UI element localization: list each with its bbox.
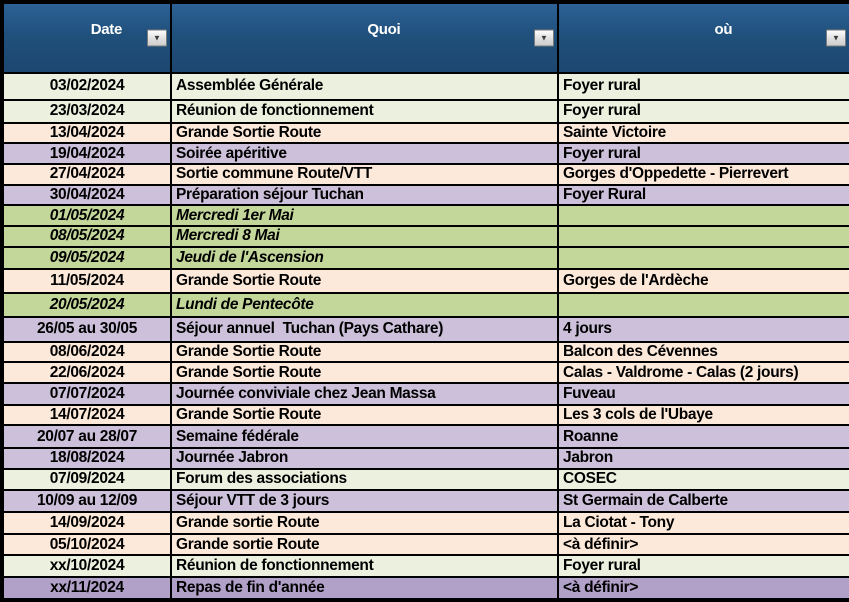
ou-cell[interactable]: St Germain de Calberte [558,490,849,512]
table-row [2,342,849,363]
quoi-cell[interactable]: Grande Sortie Route [171,123,558,144]
table-row [2,448,849,469]
table-row [2,405,849,426]
table-row [2,425,849,448]
date-cell[interactable]: 10/09 au 12/09 [2,490,171,512]
ou-cell[interactable]: COSEC [558,469,849,491]
column-header-date[interactable] [2,2,171,73]
date-cell[interactable]: 18/08/2024 [2,448,171,469]
date-filter-button[interactable] [147,30,167,47]
date-cell[interactable]: 07/07/2024 [2,383,171,405]
ou-cell[interactable] [558,247,849,270]
quoi-cell[interactable]: Journée Jabron [171,448,558,469]
quoi-cell[interactable]: Repas de fin d'année [171,577,558,600]
quoi-cell[interactable]: Soirée apéritive [171,143,558,164]
quoi-cell[interactable]: Grande sortie Route [171,534,558,556]
table-row [2,164,849,185]
table-row [2,469,849,491]
table-row [2,100,849,123]
date-cell[interactable]: 03/02/2024 [2,73,171,100]
ou-cell[interactable] [558,293,849,317]
date-cell[interactable]: 08/06/2024 [2,342,171,363]
ou-cell[interactable]: Foyer rural [558,73,849,100]
quoi-cell[interactable]: Réunion de fonctionnement [171,100,558,123]
column-header-quoi-label: Quoi [367,21,401,38]
table-row [2,490,849,512]
quoi-cell[interactable]: Forum des associations [171,469,558,491]
ou-cell[interactable]: Foyer rural [558,143,849,164]
ou-cell[interactable] [558,205,849,226]
ou-cell[interactable]: Foyer rural [558,555,849,577]
quoi-cell[interactable]: Jeudi de l'Ascension [171,247,558,270]
quoi-cell[interactable]: Semaine fédérale [171,425,558,448]
ou-cell[interactable]: Gorges d'Oppedette - Pierrevert [558,164,849,185]
quoi-cell[interactable]: Mercredi 1er Mai [171,205,558,226]
column-header-date-label: Date [90,21,122,38]
quoi-cell[interactable]: Réunion de fonctionnement [171,555,558,577]
date-cell[interactable]: 11/05/2024 [2,269,171,293]
date-cell[interactable]: 14/09/2024 [2,512,171,534]
header-row [2,2,849,73]
ou-cell[interactable]: Foyer rural [558,100,849,123]
ou-filter-button[interactable] [826,30,846,47]
quoi-cell[interactable]: Sortie commune Route/VTT [171,164,558,185]
table-row [2,247,849,270]
quoi-cell[interactable]: Grande Sortie Route [171,362,558,383]
quoi-cell[interactable]: Mercredi 8 Mai [171,226,558,247]
date-cell[interactable]: 22/06/2024 [2,362,171,383]
ou-cell[interactable]: Gorges de l'Ardèche [558,269,849,293]
date-cell[interactable]: 07/09/2024 [2,469,171,491]
table-row [2,269,849,293]
quoi-cell[interactable]: Grande sortie Route [171,512,558,534]
quoi-cell[interactable]: Séjour annuel Tuchan (Pays Cathare) [171,317,558,342]
ou-cell[interactable]: <à définir> [558,534,849,556]
ou-cell[interactable]: Calas - Valdrome - Calas (2 jours) [558,362,849,383]
quoi-cell[interactable]: Grande Sortie Route [171,405,558,426]
filter-arrow-icon: ▼ [540,33,548,42]
date-cell[interactable]: 01/05/2024 [2,205,171,226]
ou-cell[interactable]: Sainte Victoire [558,123,849,144]
date-cell[interactable]: xx/11/2024 [2,577,171,600]
table-row [2,205,849,226]
column-header-quoi[interactable] [171,2,558,73]
date-cell[interactable]: 05/10/2024 [2,534,171,556]
date-cell[interactable]: 09/05/2024 [2,247,171,270]
table-row [2,512,849,534]
date-cell[interactable]: 14/07/2024 [2,405,171,426]
ou-cell[interactable] [558,226,849,247]
date-cell[interactable]: 13/04/2024 [2,123,171,144]
column-header-ou-label: où [714,21,733,38]
column-header-ou[interactable] [558,2,849,73]
filter-arrow-icon: ▼ [832,33,840,42]
ou-cell[interactable]: <à définir> [558,577,849,600]
date-cell[interactable]: 20/05/2024 [2,293,171,317]
ou-cell[interactable]: Jabron [558,448,849,469]
table-row [2,555,849,577]
date-cell[interactable]: 20/07 au 28/07 [2,425,171,448]
ou-cell[interactable]: Roanne [558,425,849,448]
date-cell[interactable]: 19/04/2024 [2,143,171,164]
table-row [2,534,849,556]
table-row [2,73,849,100]
filter-arrow-icon: ▼ [153,33,161,42]
date-cell[interactable]: 30/04/2024 [2,185,171,206]
table-row [2,123,849,144]
table-row [2,362,849,383]
quoi-cell[interactable]: Préparation séjour Tuchan [171,185,558,206]
table-row [2,383,849,405]
date-cell[interactable]: 26/05 au 30/05 [2,317,171,342]
quoi-cell[interactable]: Journée conviviale chez Jean Massa [171,383,558,405]
quoi-cell[interactable]: Séjour VTT de 3 jours [171,490,558,512]
ou-cell[interactable]: Les 3 cols de l'Ubaye [558,405,849,426]
date-cell[interactable]: 27/04/2024 [2,164,171,185]
table-row [2,185,849,206]
date-cell[interactable]: 23/03/2024 [2,100,171,123]
table-row [2,293,849,317]
table-row [2,226,849,247]
ou-cell[interactable]: La Ciotat - Tony [558,512,849,534]
date-cell[interactable]: xx/10/2024 [2,555,171,577]
quoi-cell[interactable]: Assemblée Générale [171,73,558,100]
table-row [2,143,849,164]
table-row [2,577,849,600]
quoi-cell[interactable]: Grande Sortie Route [171,342,558,363]
ou-cell[interactable]: Fuveau [558,383,849,405]
quoi-filter-button[interactable] [534,30,554,47]
quoi-cell[interactable]: Lundi de Pentecôte [171,293,558,317]
ou-cell[interactable]: 4 jours [558,317,849,342]
quoi-cell[interactable]: Grande Sortie Route [171,269,558,293]
ou-cell[interactable]: Balcon des Cévennes [558,342,849,363]
table-row [2,317,849,342]
date-cell[interactable]: 08/05/2024 [2,226,171,247]
ou-cell[interactable]: Foyer Rural [558,185,849,206]
